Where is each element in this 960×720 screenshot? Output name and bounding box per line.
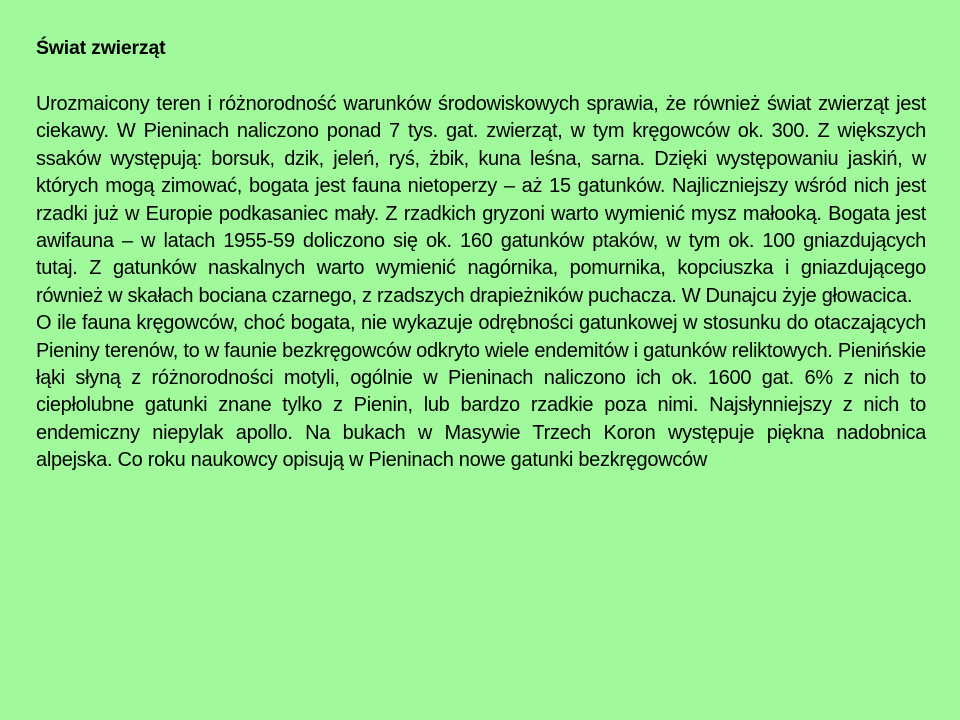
slide-content (36, 36, 926, 475)
slide-title: Świat zwierząt (36, 37, 166, 59)
paragraph-vertebrates: Urozmaicony teren i różnorodność warunków środowiskowych sprawia, że również świat zwierząt jest ciekawy. W Pieninach naliczono ponad 7 tys. gat. zwierząt, w tym kręgowców ok. 300. Z większych ssaków występują: borsuk, dzik, jeleń, ryś, żbik, kuna leśna, sarna. Dzięki występowaniu jaskiń, w których mogą zimować, bogata jest fauna nietoperzy – aż 15 gatunków. Najliczniejszy wśród nich jest rzadki już w Europie podkasaniec mały. Z rzadkich gryzoni warto wymienić mysz małooką. Bogata jest awifauna – w latach 1955-59 doliczono się ok. 160 gatunków ptaków, w tym ok. 100 gniazdujących tutaj. Z gatunków naskalnych warto wymienić nagórnika, pomurnika, kopciuszka i gniazdującego również w skałach bociana czarnego, z rzadszych drapieżników puchacza. W Dunajcu żyje głowacica. (36, 93, 926, 307)
paragraph-invertebrates: O ile fauna kręgowców, choć bogata, nie wykazuje odrębności gatunkowej w stosunku do otaczających Pieniny terenów, to w faunie bezkręgowców odkryto wiele endemitów i gatunków reliktowych. Pienińskie łąki słyną z różnorodności motyli, ogólnie w Pieninach naliczono ich ok. 1600 gat. 6% z nich to ciepłolubne gatunki znane tylko z Pienin, lub bardzo rzadkie poza nimi. Najsłynniejszy z nich to endemiczny niepylak apollo. Na bukach w Masywie Trzech Koron występuje piękna nadobnica alpejska. Co roku naukowcy opisują w Pieninach nowe gatunki bezkręgowców (36, 312, 926, 472)
